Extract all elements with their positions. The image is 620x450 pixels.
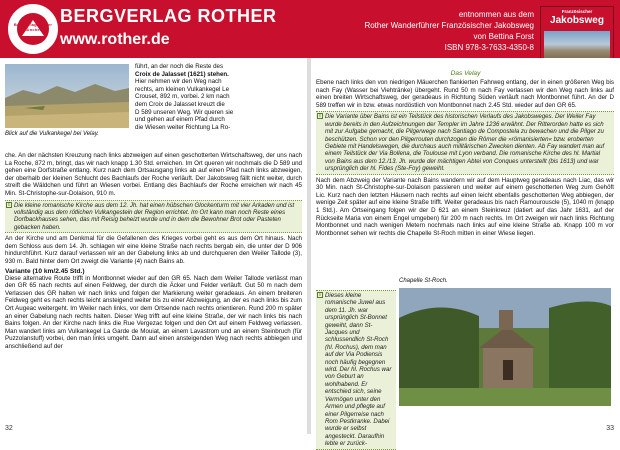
info-box	[316, 111, 614, 174]
info-box-text: Die kleine romanische Kirche aus dem 12. Jh. hat einen hübschen Glockenturm mit vier Arkaden und ist vollständig aus dem rötlichen Vulkangestein der Region errichtet. Im Ort kann man noch Reste eines Dorfbackhauses sehen, das mit Reisig beheizt wurde und in dem die Bewohner Brot oder Pasteten gebacken haben.	[14, 201, 295, 231]
paragraph: Nach dem Abzweig der Variante nach Bains wandern wir auf dem Hauptweg geradeaus nach Liac, das wir 30 Min. nach St-Christophe-sur-Dolaison passieren und weiter auf einem geschotterten Weg zum Gehöft Lic. Kurz nach den letzten Häusern nach rechts auf einen leicht ebenfalls geschotterten Weg abbiegen, der wenige Zeit später auf eine kleine Straße trifft. Weiter geradeaus bis nach Ramourouscle (5), 1040 m (knapp 1 Std.). Am Ortseingang folgen wir der D 621 an einem Steinkreuz (datiert auf das Jahr 1631, auf der Rückseite Maria von einem Engel umgeben) für 200 m nach rechts. Im Ort zweigen wir nach links Richtung Montbonnet und nach wenigen Metern nochmals nach links auf eine kleine Straße ab. Knapp 100 m vor Montbonnet sehen wir rechts die Chapelle St-Roch mitten in einer Wiese liegen.	[316, 176, 614, 237]
text-line: Crouset, 892 m, vorbei. 2 km nach	[135, 93, 230, 101]
photo-caption: Blick auf die Vulkankegel bei Velay.	[5, 131, 99, 137]
publisher-name: BERGVERLAG ROTHER	[60, 6, 277, 26]
left-page	[0, 58, 307, 434]
right-page	[311, 58, 620, 448]
chapel-photo	[399, 288, 611, 406]
logo-ring-text: Bergverlag Rother München	[13, 22, 53, 32]
meta-line: Rother Wanderführer Französischer Jakobsweg	[364, 21, 534, 30]
book-source-info	[304, 9, 534, 53]
paragraph: Ebene nach links den von niedrigen Mäuerchen flankierten Fahrweg entlang, der in einen größeren Weg bis nach Fay (Wasser bei Viehtränke) übergeht. Rund 50 m nach Fay verlassen wir den Weg nach links auf einen breiten Wirtschaftsweg, der geradeaus in Richtung Süden verläuft nach Montbonnet führt. An der D 589 treffen wir in bzw. etwas nordöstlich von Montbonnet nach 2.45 Std. wieder auf den GR 65.	[316, 79, 614, 109]
cover-subtitle: Französischer	[561, 9, 593, 14]
info-icon: i	[317, 113, 323, 119]
info-icon: i	[6, 202, 12, 208]
paragraph: An der Kirche und am Denkmal für die Gefallenen des Krieges vorbei geht es aus dem Ort hinaus. Nach dem Schloss aus dem 14. Jh. schlagen wir eine kleine Straße nach rechts bergab ein, die unter der D 906 hindurchführt. Kurz darauf verlassen wir an der Gabelung links ab und durchqueren den Weiler Tallode (3), 930 m. Bald hinter dem Ort zweigt die Variante (4) nach Bains ab.	[5, 235, 302, 265]
text-line: Croix de Jalasset (1621) stehen.	[135, 70, 229, 78]
photo-caption: Chapelle St-Roch.	[399, 278, 448, 284]
info-box	[316, 290, 396, 450]
publisher-logo	[6, 2, 60, 56]
paragraph: che. An der nächsten Kreuzung nach links abzweigen auf einen geschotterten Wirtschaftsweg, der uns nach La Roche, 872 m, bringt, das wir nach knapp 1.30 Std. erreichen. Im Ort queren wir nochmals die D 589 und gehen eine Dorfstraße entlang. Kurz nach dem Ortsausgang links ab auf einen Pfad nach links abzweigen, der oberhalb der kleinen Schlucht des Bachlaufs der Roche verläuft. Der Jakobsweg fällt nicht weiter, durch streift die Wäldchen und führt an Wiesen vorbei. Entlang des Bachlaufs der Roche erreichen wir nach 45 Min. St-Christophe-sur-Dolaison, 910 m.	[5, 152, 302, 197]
text-line: rechts, am kleinen Vulkankegel Le	[135, 85, 230, 93]
meta-line: von Bettina Forst	[473, 32, 534, 41]
paragraph: Diese alternative Route trifft in Montbonnet wieder auf den GR 65. Nach dem Weiler Tallode verlässt man den GR 65 nach rechts auf einen Feldweg, der durch die Äcker und Felder verläuft. Gut 50 m nach dem Verlassen des GR halten wir nach links und folgen der Markierung weiter geradeaus. An einem breiteren Feldweg geht es nach rechts leicht ansteigend weiter bis zu einer Abzweigung, an der es nach links bis zum Ort Augeac weitergeht. Im Weiler nach links, vor dem Ortsende nach rechts orientieren. Rund 200 m später an einer Gabelung nach rechts halten. Dieser Weg trifft auf eine kleine Straße, der wir nach links bis nach Bains folgen. An der Kirche nach links die Rue Vergezac folgen und den Ort auf einem Feldweg verlassen. Man wandert links am Vulkankegel La Garde de Mouiat, an einem Lavastrom und an einem Steinbruch (für Puzzolanstuff) vorbei, den man links umgeht. Dann auf einen ansteigenden Weg nach rechts abbiegen und anschließend auf der	[5, 274, 302, 350]
info-box-text: Die Variante über Bains ist ein Teilstück des historischen Verlaufs des Jakobsweges. Der Weiler Fay wurde bereits in den Aufzeichnungen der Templer im Jahre 1236 erwähnt. Der Ritterorden hatte es sich mit zur Aufgabe gemacht, die Pilgerwege nach Santiago de Compostela zu bewachen und die Pilger zu beschützen. Schon vor den Pilgerrouten durchzogen die Römer die »römanisierten« bzw. eroberten Gebiete mit Handelswegen, die durchaus auch militärischen Zwecken dienten. Ab Fay wandert man auf einem Teilstück der Via Bollena, die Toulouse mit Lyon verband. Die romanische Kirche des hl. Martial von Bains aus dem 12./13. Jh. wurde der mächtigen Abtei von Conques unterstellt (bis 1613) und war ursprünglich der hl. Fides (Ste-Foy) geweiht.	[325, 113, 605, 173]
info-box	[5, 200, 302, 234]
info-box-text: Dieses kleine romanische Juwel aus dem 11. Jh. war ursprünglich St-Bonnet geweiht, dann St-Jacques und schlussendlich St-Roch (hl. Rochus), dem man auf der Via Podiensis noch häufig begegnen wird. Der hl. Rochus war von Geburt an wohlhabend. Er entschied sich, seine Vermögen unter den Armen und pflegte auf einer Pilgerreise nach Rom Pestkranke. Dabei wurde er selbst angesteckt. Daraufhin lebte er zurück-	[325, 292, 392, 448]
cover-title: Jakobsweg	[550, 15, 604, 26]
text-line: und gehen auf einem Pfad durch	[135, 116, 225, 124]
page-number: 33	[606, 425, 614, 432]
text-beside-photo	[135, 63, 301, 131]
page-number: 32	[5, 425, 13, 432]
volcano-landscape-photo	[5, 64, 129, 128]
meta-line: entnommen aus dem	[458, 10, 534, 19]
publisher-website[interactable]: www.rother.de	[60, 31, 170, 48]
text-line: die Wiesen weiter Richtung La Ro-	[135, 123, 231, 131]
section-heading: Variante (10 km/2.45 Std.)	[5, 267, 85, 275]
meta-line: ISBN 978-3-7633-4350-8	[444, 43, 534, 52]
info-icon: i	[317, 292, 323, 298]
text-line: führt, an der noch die Reste des	[135, 63, 224, 70]
text-line: Hier nehmen wir den Weg nach	[135, 78, 222, 86]
left-body	[5, 152, 302, 351]
text-line: dem Croix de Jalasset kreuzt die	[135, 100, 225, 108]
running-header: Das Velay	[450, 70, 481, 77]
text-line: D 589 unseren Weg. Wir queren sie	[135, 108, 234, 116]
right-body	[316, 79, 614, 237]
